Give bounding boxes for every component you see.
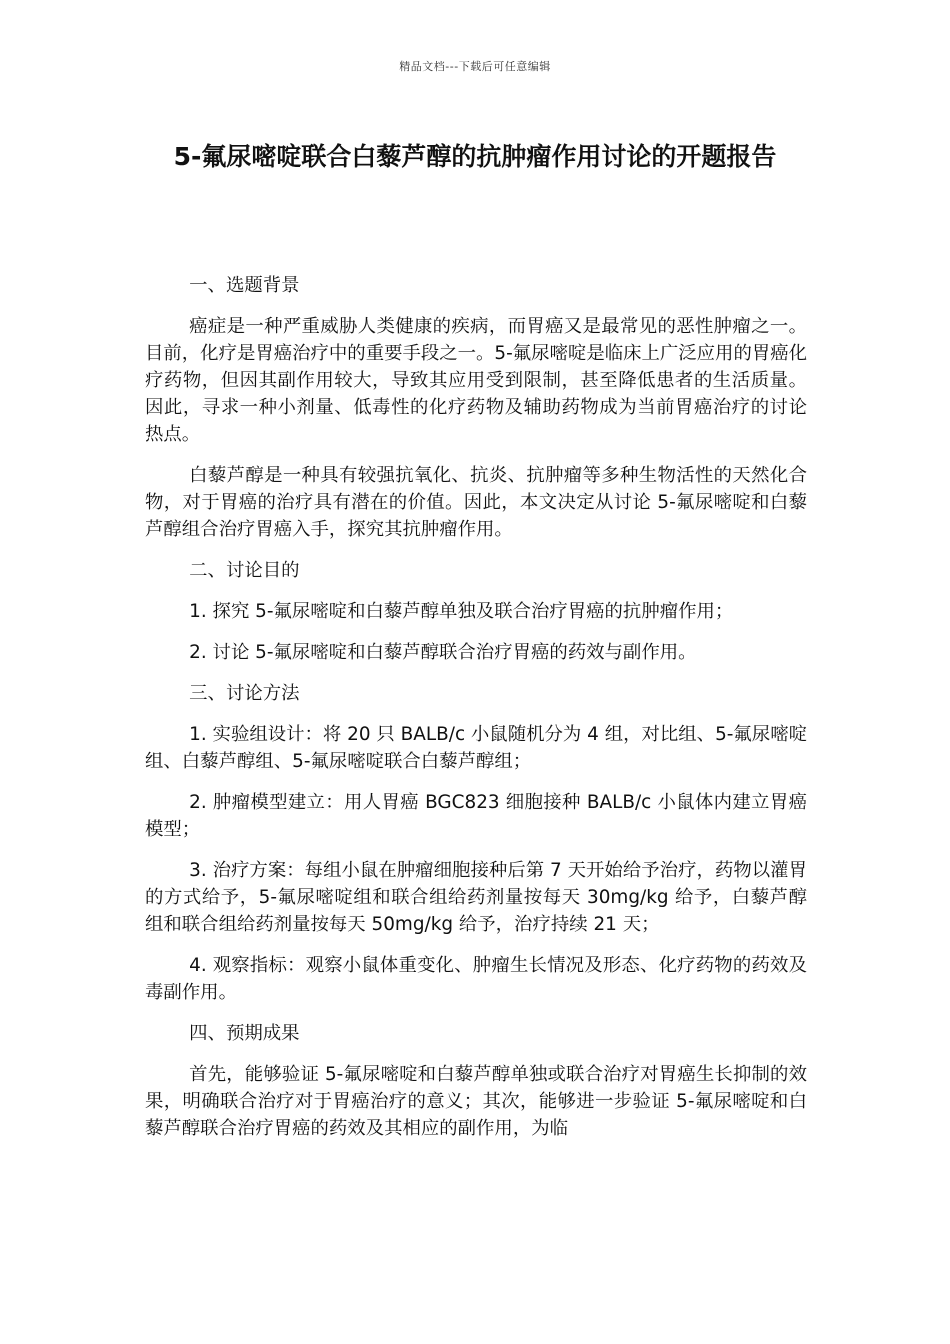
section-heading-purpose: 二、讨论目的 bbox=[189, 560, 300, 581]
header-note: 精品文档---下载后可任意编辑 bbox=[399, 60, 551, 73]
paragraph-purpose-1: 1. 探究 5-氟尿嘧啶和白藜芦醇单独及联合治疗胃癌的抗肿瘤作用； bbox=[189, 601, 734, 622]
paragraph-expected-results-1: 首先，能够验证 5-氟尿嘧啶和白藜芦醇单独或联合治疗对胃癌生长抑制的效果，明确联合治疗对于胃癌治疗的意义；其次，能够进一步验证 5-氟尿嘧啶和白藜芦醇联合治疗胃癌的药效及其相应的副作用，为临 bbox=[145, 1064, 807, 1139]
paragraph-methods-3: 3. 治疗方案：每组小鼠在肿瘤细胞接种后第 7 天开始给予治疗，药物以灌胃的方式给予，5-氟尿嘧啶组和联合组给药剂量按每天 30mg/kg 给予，白藜芦醇组和联合组给药剂量按每天 50mg/kg 给予，治疗持续 21 天； bbox=[145, 860, 807, 935]
document-body bbox=[145, 272, 807, 1156]
paragraph-methods-4: 4. 观察指标：观察小鼠体重变化、肿瘤生长情况及形态、化疗药物的药效及毒副作用。 bbox=[145, 955, 807, 1003]
section-heading-methods: 三、讨论方法 bbox=[189, 683, 300, 704]
paragraph-methods-2: 2. 肿瘤模型建立：用人胃癌 BGC823 细胞接种 BALB/c 小鼠体内建立胃癌模型； bbox=[145, 792, 807, 840]
paragraph-methods-1: 1. 实验组设计：将 20 只 BALB/c 小鼠随机分为 4 组，对比组、5-氟尿嘧啶组、白藜芦醇组、5-氟尿嘧啶联合白藜芦醇组； bbox=[145, 724, 807, 772]
paragraph-background-1: 癌症是一种严重威胁人类健康的疾病，而胃癌又是最常见的恶性肿瘤之一。目前，化疗是胃癌治疗中的重要手段之一。5-氟尿嘧啶是临床上广泛应用的胃癌化疗药物，但因其副作用较大，导致其应用受到限制，甚至降低患者的生活质量。因此，寻求一种小剂量、低毒性的化疗药物及辅助药物成为当前胃癌治疗的讨论热点。 bbox=[145, 316, 808, 445]
paragraph-background-2: 白藜芦醇是一种具有较强抗氧化、抗炎、抗肿瘤等多种生物活性的天然化合物，对于胃癌的治疗具有潜在的价值。因此，本文决定从讨论 5-氟尿嘧啶和白藜芦醇组合治疗胃癌入手，探究其抗肿瘤作用。 bbox=[145, 465, 807, 540]
section-heading-background: 一、选题背景 bbox=[189, 275, 300, 296]
paragraph-purpose-2: 2. 讨论 5-氟尿嘧啶和白藜芦醇联合治疗胃癌的药效与副作用。 bbox=[189, 642, 697, 663]
section-heading-expected-results: 四、预期成果 bbox=[189, 1023, 300, 1044]
document-title: 5-氟尿嘧啶联合白藜芦醇的抗肿瘤作用讨论的开题报告 bbox=[173, 142, 777, 171]
